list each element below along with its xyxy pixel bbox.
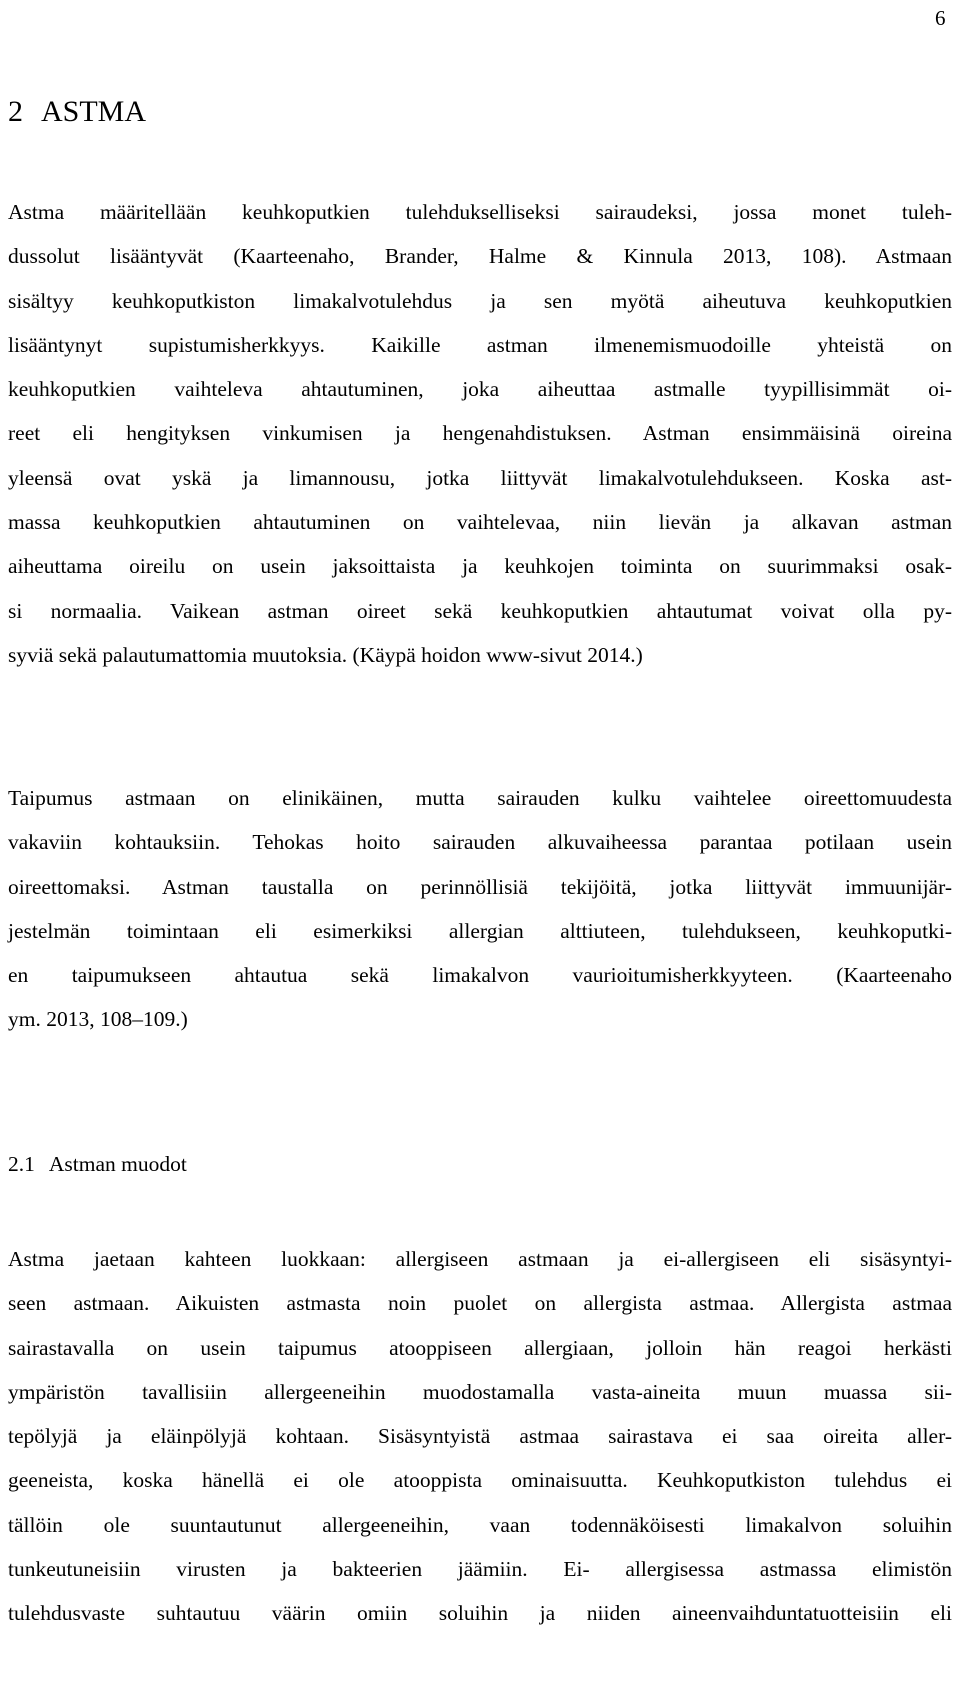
text-line: ympäristön tavallisiin allergeeneihin muodostamalla vasta-aineita muun muassa sii-: [8, 1379, 952, 1404]
text-line: keuhkoputkien vaihteleva ahtautuminen, joka aiheuttaa astmalle tyypillisimmät oi-: [8, 377, 952, 402]
text-line: en taipumukseen ahtautua sekä limakalvon vaurioitumisherkkyyteen. (Kaarteenaho: [8, 963, 952, 988]
text-line: Astma jaetaan kahteen luokkaan: allergiseen astmaan ja ei-allergiseen eli sisäsyntyi-: [8, 1247, 952, 1271]
text-line: reet eli hengityksen vinkumisen ja hengenahdistuksen. Astman ensimmäisinä oireina: [8, 421, 952, 446]
text-line: tepölyjä ja eläinpölyjä kohtaan. Sisäsyntyistä astmaa sairastava ei saa oireita aller-: [8, 1424, 952, 1449]
chapter-title: ASTMA: [41, 95, 147, 128]
text-line: sairastavalla on usein taipumus atooppiseen allergiaan, jolloin hän reagoi herkästi: [8, 1335, 952, 1360]
text-line: dussolut lisääntyvät (Kaarteenaho, Brander, Halme & Kinnula 2013, 108). Astmaan: [8, 244, 952, 269]
section-number: 2.1: [8, 1152, 35, 1176]
section-title: Astman muodot: [48, 1152, 187, 1176]
page-number: 6: [935, 6, 946, 30]
paragraph-asthma-types: [8, 1237, 952, 1636]
text-line: massa keuhkoputkien ahtautuminen on vaihtelevaa, niin lievän ja alkavan astman: [8, 510, 952, 535]
chapter-number: 2: [8, 95, 23, 128]
text-line: tunkeutuneisiin virusten ja bakteerien jäämiin. Ei- allergisessa astmassa elimistön: [8, 1557, 952, 1582]
text-line: syviä sekä palautumattomia muutoksia. (Käypä hoidon www-sivut 2014.): [8, 642, 643, 667]
text-line: oireettomaksi. Astman taustalla on perinnöllisiä tekijöitä, jotka liittyvät immuunijär-: [8, 874, 952, 899]
text-line: yleensä ovat yskä ja limannousu, jotka liittyvät limakalvotulehdukseen. Koska ast-: [8, 465, 952, 490]
text-line: ym. 2013, 108–109.): [8, 1007, 188, 1032]
text-line: tulehdusvaste suhtautuu väärin omiin soluihin ja niiden aineenvaihduntatuotteisiin eli: [8, 1601, 952, 1626]
text-line: seen astmaan. Aikuisten astmasta noin puolet on allergista astmaa. Allergista astmaa: [8, 1291, 952, 1316]
text-line: lisääntynyt supistumisherkkyys. Kaikille astman ilmenemismuodoille yhteistä on: [8, 332, 952, 357]
text-line: Astma määritellään keuhkoputkien tulehdukselliseksi sairaudeksi, jossa monet tuleh-: [8, 200, 952, 224]
text-line: geeneista, koska hänellä ei ole atooppista ominaisuutta. Keuhkoputkiston tulehdus ei: [8, 1468, 952, 1493]
text-line: si normaalia. Vaikean astman oireet sekä keuhkoputkien ahtautumat voivat olla py-: [8, 598, 952, 623]
text-line: aiheuttama oireilu on usein jaksoittaista ja keuhkojen toiminta on suurimmaksi osak-: [8, 554, 952, 579]
paragraph-definition: [8, 190, 952, 677]
text-line: vakaviin kohtauksiin. Tehokas hoito sairauden alkuvaiheessa parantaa potilaan usein: [8, 830, 952, 855]
text-line: jestelmän toimintaan eli esimerkiksi allergian alttiuteen, tulehdukseen, keuhkoputki-: [8, 918, 952, 943]
text-line: sisältyy keuhkoputkiston limakalvotulehdus ja sen myötä aiheutuva keuhkoputkien: [8, 288, 952, 313]
chapter-heading: [8, 92, 146, 132]
text-line: Taipumus astmaan on elinikäinen, mutta sairauden kulku vaihtelee oireettomuudesta: [8, 786, 952, 810]
section-heading: [8, 1144, 187, 1184]
paragraph-predisposition: [8, 776, 952, 1042]
text-line: tällöin ole suuntautunut allergeeneihin, vaan todennäköisesti limakalvon soluihin: [8, 1512, 952, 1537]
